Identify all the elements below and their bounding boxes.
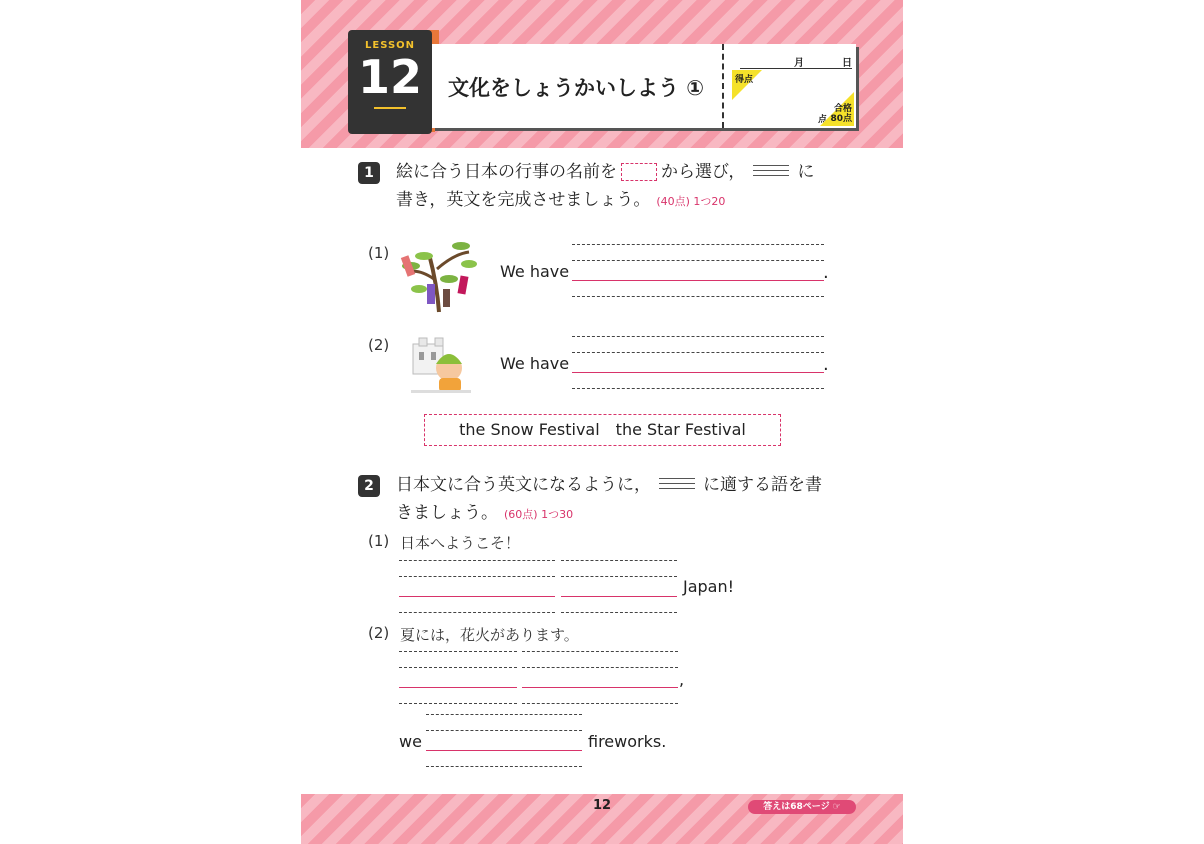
sentence-ending: fireworks. — [588, 732, 667, 751]
answer-line[interactable] — [572, 280, 824, 281]
q1-text-a: 絵に合う日本の行事の名前を — [396, 162, 617, 182]
guide-line — [399, 703, 517, 704]
lesson-number: 12 — [357, 50, 422, 104]
question-1-text — [396, 158, 856, 216]
guide-line — [572, 336, 824, 337]
lesson-badge — [348, 30, 432, 134]
answer-box-icon — [621, 163, 657, 181]
sentence-period: . — [823, 354, 829, 375]
writing-lines-icon — [659, 478, 695, 492]
writing-lines-icon — [753, 165, 789, 179]
tanabata-bamboo-illustration — [399, 234, 479, 314]
guide-line — [572, 352, 824, 353]
score-box — [732, 44, 856, 128]
answer-line[interactable] — [522, 687, 678, 688]
guide-line — [561, 560, 677, 561]
item-label: (1) — [368, 244, 390, 262]
japanese-sentence: 夏には，花火があります。 — [400, 626, 579, 644]
guide-line — [522, 703, 678, 704]
day-label: 日 — [842, 58, 852, 69]
answer-reference[interactable]: 答えは68ページ ☞ — [748, 800, 856, 814]
guide-line — [522, 667, 678, 668]
page-number: 12 — [592, 798, 612, 813]
answer-line[interactable] — [399, 596, 555, 597]
answer-line[interactable] — [399, 687, 517, 688]
q2-text-b: に適する語を書 — [703, 475, 822, 495]
q2-text-c: きましょう。 — [396, 503, 498, 523]
item-label: (1) — [368, 532, 390, 550]
q1-points: (40点) 1つ20 — [656, 195, 726, 208]
question-number: 1 — [358, 162, 380, 184]
guide-line — [572, 260, 824, 261]
q2-points: (60点) 1つ30 — [504, 508, 574, 521]
divider — [722, 44, 724, 128]
points-unit: 点 — [818, 115, 828, 125]
lesson-label: LESSON — [364, 40, 416, 51]
guide-line — [572, 388, 824, 389]
guide-line — [399, 651, 517, 652]
sentence-prefix: We have — [500, 262, 570, 281]
guide-line — [426, 714, 582, 715]
q1-text-d: 書き，英文を完成させましょう。 — [396, 190, 651, 210]
guide-line — [561, 576, 677, 577]
sentence-period: . — [823, 262, 829, 283]
question-2-text — [396, 471, 856, 529]
sentence-prefix: We have — [500, 354, 570, 373]
guide-line — [572, 244, 824, 245]
question-number: 2 — [358, 475, 380, 497]
pass-score — [830, 104, 852, 124]
q1-text-b: から選び， — [661, 162, 746, 182]
pass-value: 80点 — [830, 114, 852, 124]
guide-line — [399, 667, 517, 668]
guide-line — [522, 651, 678, 652]
answer-line[interactable] — [572, 372, 824, 373]
badge-underline — [374, 107, 406, 109]
month-label: 月 — [794, 58, 804, 69]
answer-line[interactable] — [561, 596, 677, 597]
page-title: 文化をしょうかいしよう ① — [448, 76, 705, 100]
snow-festival-illustration — [407, 334, 477, 396]
q2-text-a: 日本文に合う英文になるように， — [396, 475, 651, 495]
guide-line — [399, 576, 555, 577]
title-box — [432, 44, 856, 128]
guide-line — [561, 612, 677, 613]
item-label: (2) — [368, 336, 390, 354]
item-label: (2) — [368, 624, 390, 642]
sentence-ending: Japan! — [683, 577, 735, 596]
guide-line — [426, 730, 582, 731]
japanese-sentence: 日本へようこそ！ — [400, 534, 521, 552]
comma: , — [679, 670, 685, 689]
guide-line — [399, 612, 555, 613]
guide-line — [572, 296, 824, 297]
answer-line[interactable] — [426, 750, 582, 751]
worksheet-page — [301, 0, 903, 844]
score-label: 得点 — [735, 75, 754, 85]
sentence-word-we: we — [399, 732, 422, 751]
pass-label: 合格 — [833, 104, 852, 114]
word-choices-box: the Snow Festival the Star Festival — [424, 414, 781, 446]
date-line — [740, 68, 852, 69]
q1-text-c: に — [797, 162, 815, 182]
guide-line — [399, 560, 555, 561]
guide-line — [426, 766, 582, 767]
